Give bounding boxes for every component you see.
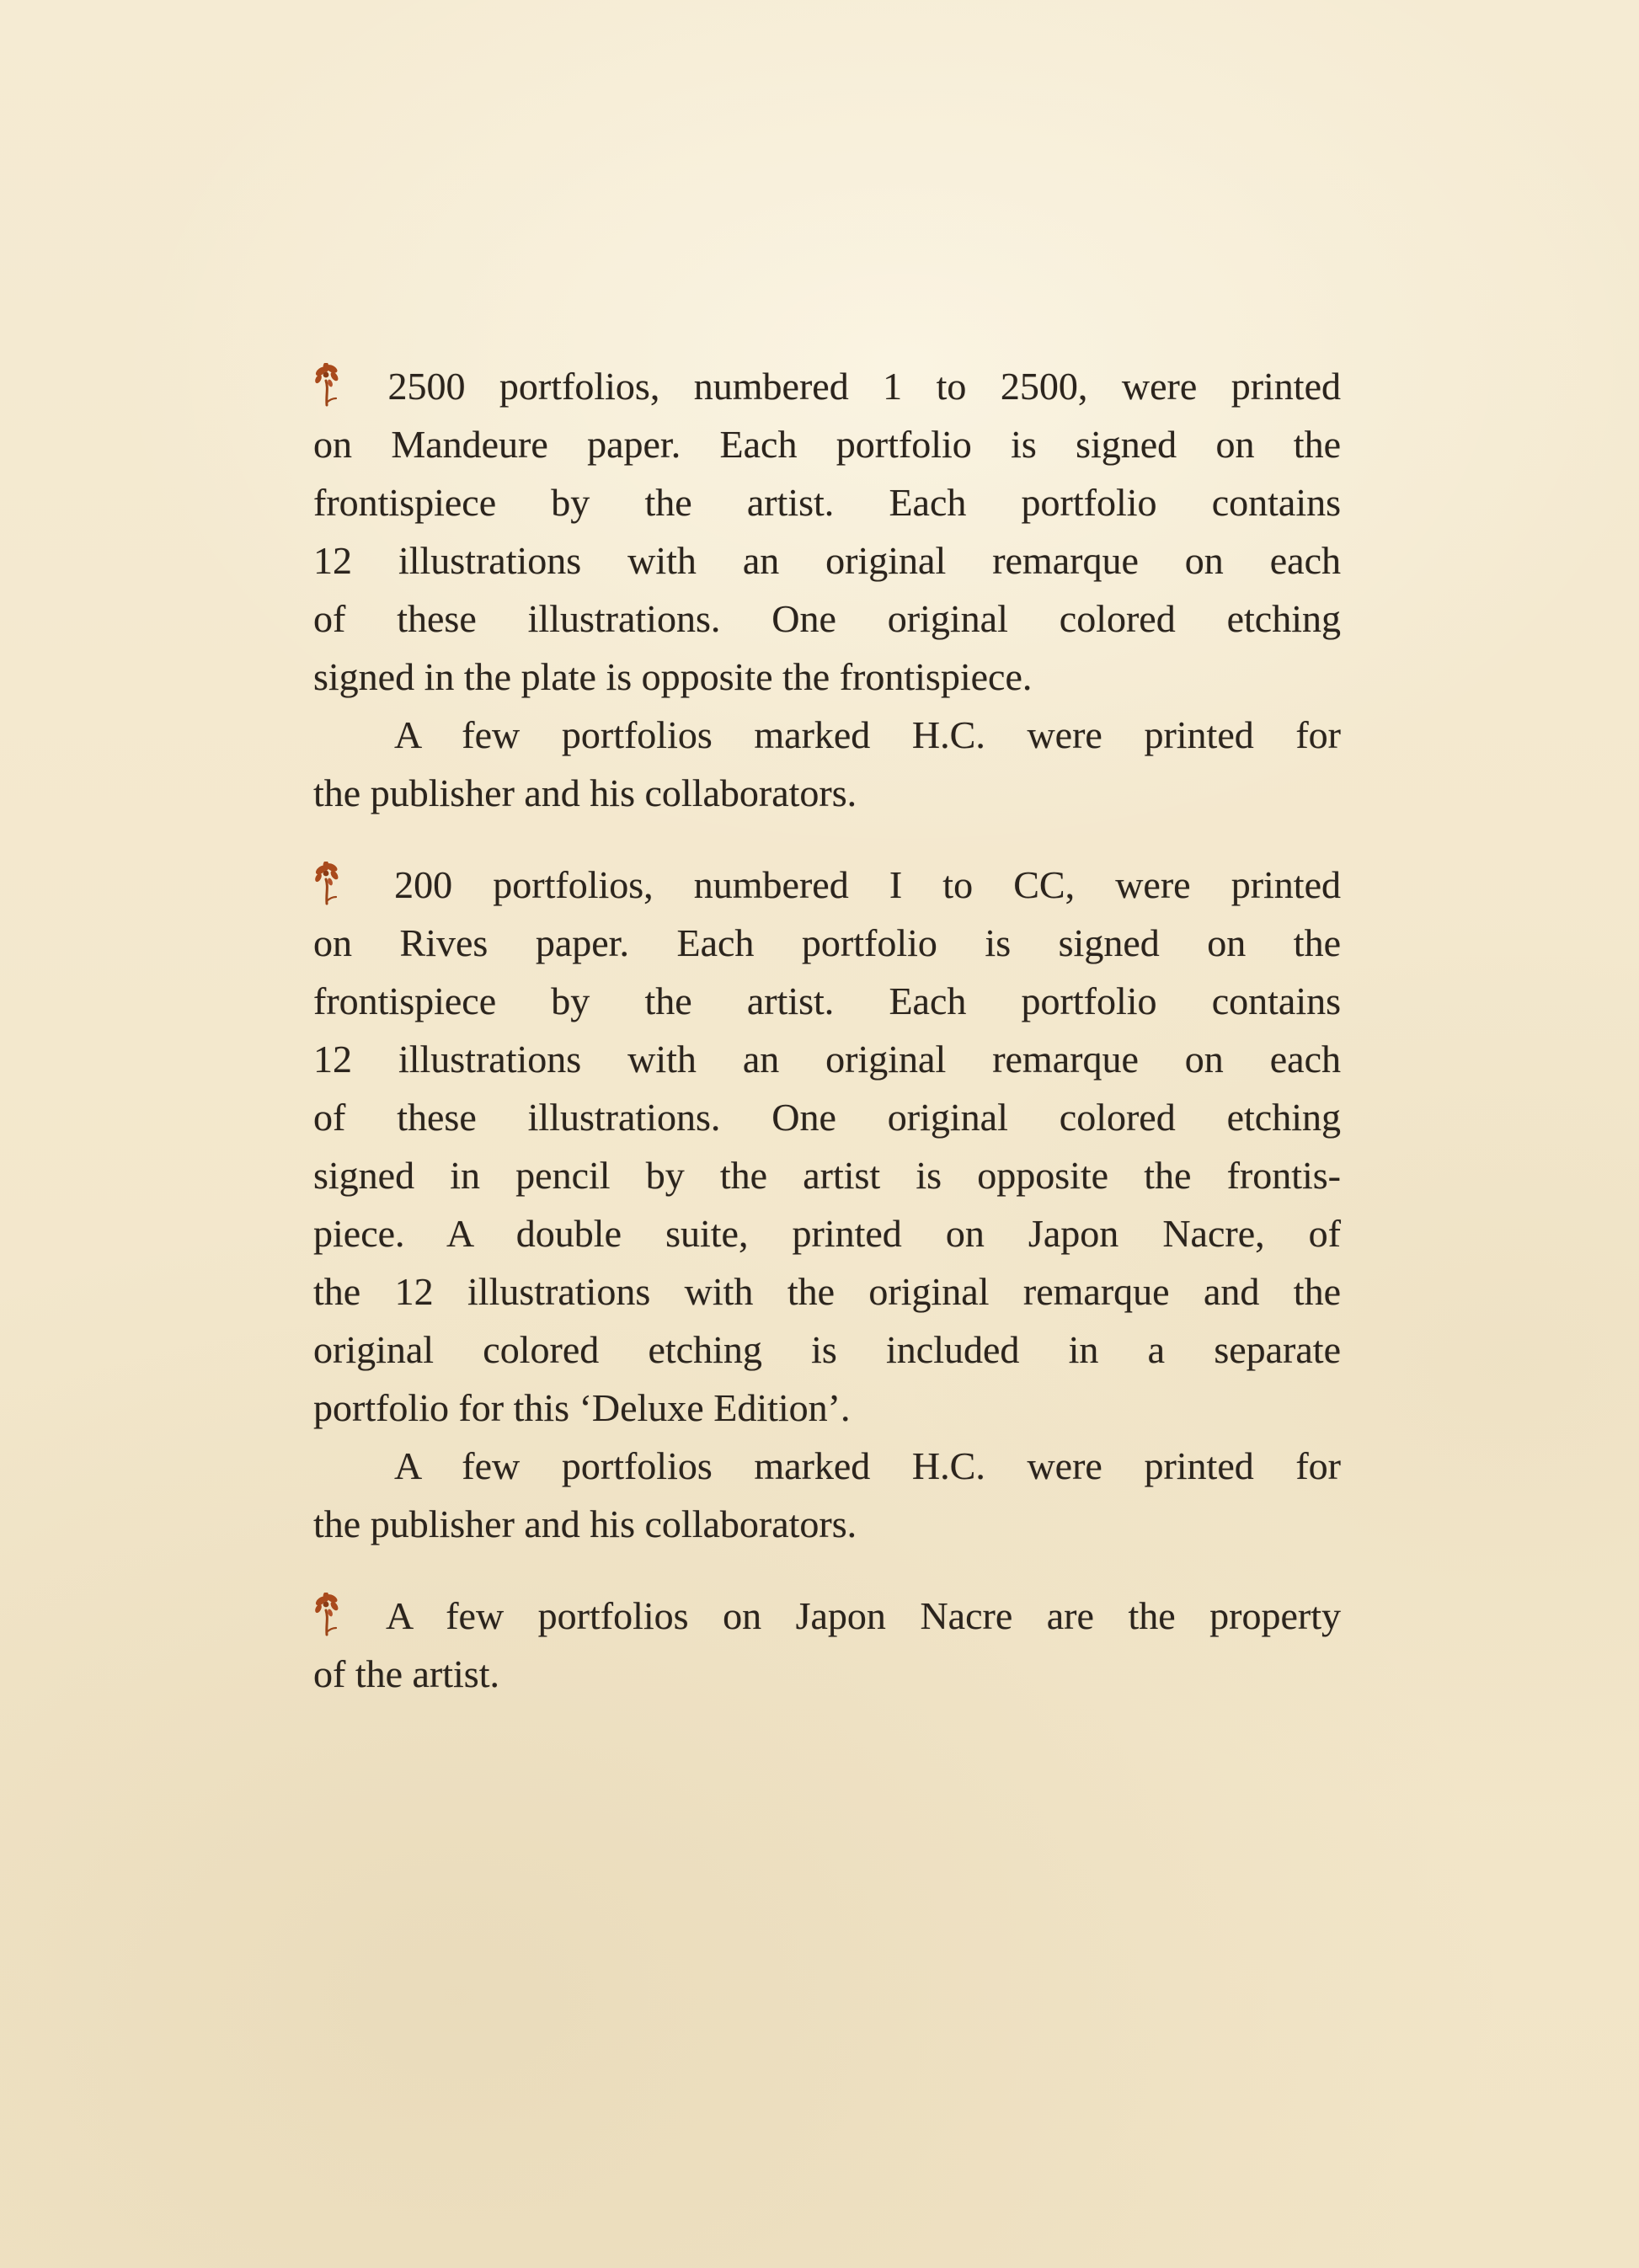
text-line: of these illustrations. One original colored etching <box>313 1096 1341 1139</box>
limitation-text <box>313 357 1341 1703</box>
text-line <box>313 357 1341 415</box>
text-line: of the artist. <box>313 1652 499 1695</box>
text-line-content: 200 portfolios, numbered I to CC, were printed <box>394 863 1341 906</box>
text-line: original colored etching is included in a separate <box>313 1328 1341 1371</box>
fleuron-icon <box>313 856 342 914</box>
text-line: the publisher and his collaborators. <box>313 771 857 814</box>
artist-note <box>313 1587 1341 1703</box>
text-line: A few portfolios marked H.C. were printed for <box>394 713 1341 756</box>
text-line: 12 illustrations with an original remarque on each <box>313 1038 1341 1081</box>
text-line-content: A few portfolios on Japon Nacre are the property <box>386 1594 1342 1637</box>
text-line: on Mandeure paper. Each portfolio is signed on the <box>313 423 1341 466</box>
edition-note-mandeure <box>313 357 1341 706</box>
text-line: frontispiece by the artist. Each portfolio contains <box>313 979 1341 1022</box>
text-line <box>313 1587 1341 1645</box>
fleuron-icon <box>313 1587 342 1645</box>
text-line-content: 2500 portfolios, numbered 1 to 2500, were printed <box>387 365 1341 408</box>
text-line: piece. A double suite, printed on Japon Nacre, of <box>313 1212 1341 1255</box>
text-line: 12 illustrations with an original remarque on each <box>313 539 1341 582</box>
text-line: portfolio for this ‘Deluxe Edition’. <box>313 1386 851 1429</box>
text-line: the publisher and his collaborators. <box>313 1502 857 1545</box>
text-line: of these illustrations. One original colored etching <box>313 597 1341 640</box>
text-line: signed in pencil by the artist is opposite the frontis- <box>313 1154 1341 1197</box>
text-line <box>313 856 1341 914</box>
hc-note-rives <box>313 1437 1341 1553</box>
hc-note-mandeure <box>313 706 1341 822</box>
fleuron-icon <box>313 357 342 415</box>
text-line: signed in the plate is opposite the frontispiece. <box>313 655 1033 698</box>
text-line: frontispiece by the artist. Each portfolio contains <box>313 481 1341 524</box>
text-line: A few portfolios marked H.C. were printed for <box>394 1444 1341 1487</box>
text-line: on Rives paper. Each portfolio is signed on the <box>313 921 1341 964</box>
edition-note-rives <box>313 856 1341 1437</box>
text-line: the 12 illustrations with the original remarque and the <box>313 1270 1341 1313</box>
